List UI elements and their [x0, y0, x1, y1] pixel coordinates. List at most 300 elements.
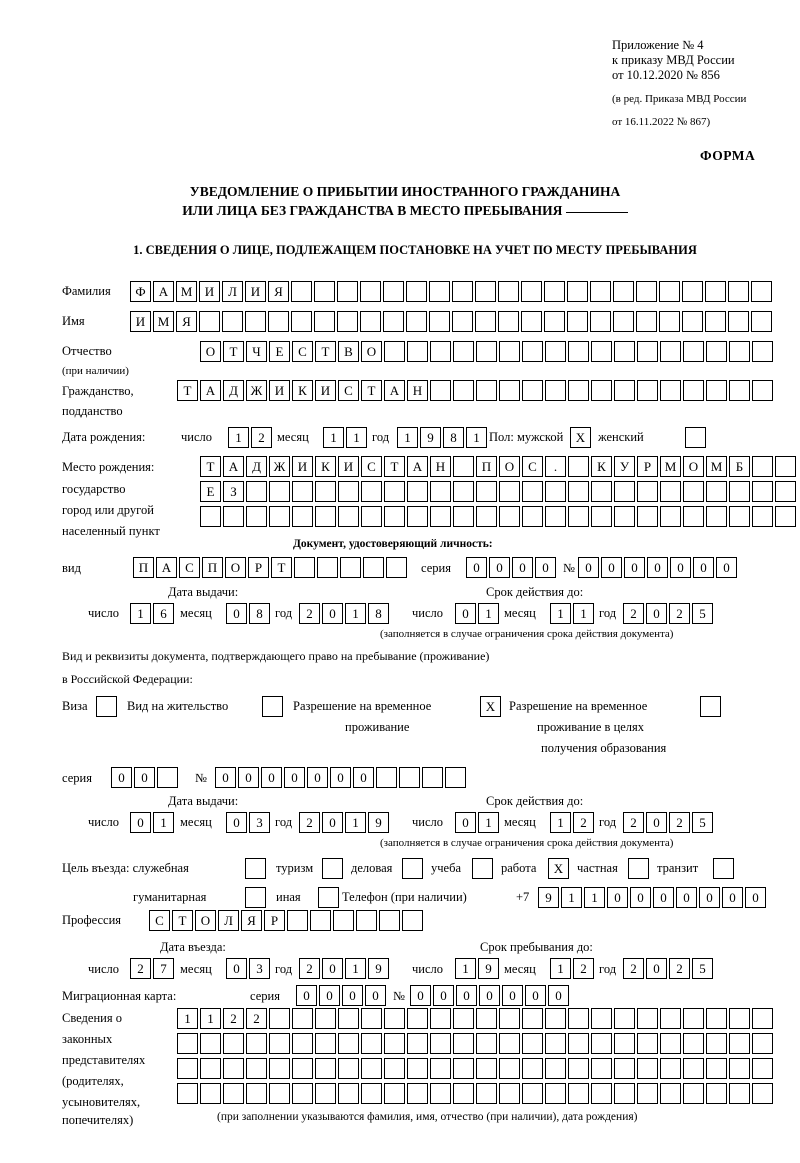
- patronymic-cells[interactable]: [200, 341, 775, 362]
- form-cell[interactable]: 9: [368, 812, 389, 833]
- form-cell[interactable]: 0: [130, 812, 151, 833]
- form-cell[interactable]: [499, 341, 520, 362]
- form-cell[interactable]: 0: [646, 603, 667, 624]
- form-cell[interactable]: 0: [307, 767, 328, 788]
- form-cell[interactable]: [522, 1083, 543, 1104]
- stay-series-cells[interactable]: [111, 767, 180, 788]
- form-cell[interactable]: [384, 341, 405, 362]
- form-cell[interactable]: Д: [246, 456, 267, 477]
- form-cell[interactable]: [752, 506, 773, 527]
- form-cell[interactable]: [356, 910, 377, 931]
- form-cell[interactable]: 1: [478, 812, 499, 833]
- form-cell[interactable]: О: [195, 910, 216, 931]
- form-cell[interactable]: [591, 1033, 612, 1054]
- form-cell[interactable]: Н: [430, 456, 451, 477]
- form-cell[interactable]: [544, 281, 565, 302]
- form-cell[interactable]: [751, 281, 772, 302]
- form-cell[interactable]: [407, 1058, 428, 1079]
- form-cell[interactable]: 2: [299, 603, 320, 624]
- doc-type-cells[interactable]: [133, 557, 409, 578]
- surname-cells[interactable]: [130, 281, 774, 302]
- form-cell[interactable]: [363, 557, 384, 578]
- form-cell[interactable]: 0: [548, 985, 569, 1006]
- form-cell[interactable]: [637, 1033, 658, 1054]
- form-cell[interactable]: Т: [223, 341, 244, 362]
- form-cell[interactable]: [637, 1083, 658, 1104]
- form-cell[interactable]: [522, 1008, 543, 1029]
- form-cell[interactable]: [292, 1083, 313, 1104]
- form-cell[interactable]: [591, 481, 612, 502]
- stay-issue-day-cells[interactable]: [130, 812, 176, 833]
- form-cell[interactable]: [683, 1058, 704, 1079]
- form-cell[interactable]: [614, 1083, 635, 1104]
- form-cell[interactable]: 0: [342, 985, 363, 1006]
- form-cell[interactable]: [775, 456, 796, 477]
- form-cell[interactable]: [430, 1083, 451, 1104]
- form-cell[interactable]: [407, 1033, 428, 1054]
- form-cell[interactable]: 0: [226, 603, 247, 624]
- form-cell[interactable]: [752, 1058, 773, 1079]
- form-cell[interactable]: [752, 1083, 773, 1104]
- form-cell[interactable]: 2: [623, 603, 644, 624]
- form-cell[interactable]: [269, 1083, 290, 1104]
- birth-day-cells[interactable]: [228, 427, 274, 448]
- form-cell[interactable]: [660, 1083, 681, 1104]
- form-cell[interactable]: Р: [637, 456, 658, 477]
- form-cell[interactable]: С: [338, 380, 359, 401]
- form-cell[interactable]: [729, 506, 750, 527]
- form-cell[interactable]: [729, 1008, 750, 1029]
- form-cell[interactable]: [706, 1058, 727, 1079]
- form-cell[interactable]: [452, 281, 473, 302]
- form-cell[interactable]: Ф: [130, 281, 151, 302]
- form-cell[interactable]: 2: [130, 958, 151, 979]
- form-cell[interactable]: Л: [218, 910, 239, 931]
- form-cell[interactable]: [383, 281, 404, 302]
- form-cell[interactable]: Ч: [246, 341, 267, 362]
- form-cell[interactable]: Т: [315, 341, 336, 362]
- form-cell[interactable]: [660, 380, 681, 401]
- form-cell[interactable]: 2: [623, 958, 644, 979]
- form-cell[interactable]: 5: [692, 958, 713, 979]
- form-cell[interactable]: [430, 1058, 451, 1079]
- form-cell[interactable]: [660, 481, 681, 502]
- form-cell[interactable]: [683, 341, 704, 362]
- form-cell[interactable]: С: [361, 456, 382, 477]
- form-cell[interactable]: [660, 1008, 681, 1029]
- form-cell[interactable]: 0: [111, 767, 132, 788]
- form-cell[interactable]: П: [133, 557, 154, 578]
- form-cell[interactable]: [223, 1033, 244, 1054]
- form-cell[interactable]: 1: [478, 603, 499, 624]
- form-cell[interactable]: [422, 767, 443, 788]
- form-cell[interactable]: [545, 341, 566, 362]
- form-cell[interactable]: Ж: [246, 380, 267, 401]
- form-cell[interactable]: О: [361, 341, 382, 362]
- form-cell[interactable]: [522, 506, 543, 527]
- form-cell[interactable]: [591, 1058, 612, 1079]
- form-cell[interactable]: [568, 1033, 589, 1054]
- form-cell[interactable]: [430, 1008, 451, 1029]
- form-cell[interactable]: [682, 311, 703, 332]
- form-cell[interactable]: 0: [512, 557, 533, 578]
- form-cell[interactable]: [568, 380, 589, 401]
- birthplace-settlement-cells[interactable]: [200, 506, 798, 527]
- form-cell[interactable]: [430, 341, 451, 362]
- form-cell[interactable]: 9: [368, 958, 389, 979]
- form-cell[interactable]: [269, 1008, 290, 1029]
- form-cell[interactable]: 0: [670, 557, 691, 578]
- form-cell[interactable]: [222, 311, 243, 332]
- doc-valid-month-cells[interactable]: [550, 603, 596, 624]
- form-cell[interactable]: [430, 380, 451, 401]
- form-cell[interactable]: [752, 380, 773, 401]
- form-cell[interactable]: 0: [322, 958, 343, 979]
- form-cell[interactable]: [223, 506, 244, 527]
- form-cell[interactable]: [499, 1083, 520, 1104]
- form-cell[interactable]: 0: [365, 985, 386, 1006]
- purpose-tourism-checkbox[interactable]: [322, 858, 343, 879]
- form-cell[interactable]: [429, 281, 450, 302]
- form-cell[interactable]: 0: [676, 887, 697, 908]
- form-cell[interactable]: [476, 1083, 497, 1104]
- form-cell[interactable]: [752, 1033, 773, 1054]
- form-cell[interactable]: [659, 281, 680, 302]
- form-cell[interactable]: 1: [323, 427, 344, 448]
- form-cell[interactable]: А: [153, 281, 174, 302]
- form-cell[interactable]: А: [384, 380, 405, 401]
- form-cell[interactable]: [545, 1033, 566, 1054]
- form-cell[interactable]: [683, 506, 704, 527]
- form-cell[interactable]: [729, 380, 750, 401]
- form-cell[interactable]: 1: [153, 812, 174, 833]
- form-cell[interactable]: 1: [561, 887, 582, 908]
- form-cell[interactable]: [384, 1008, 405, 1029]
- form-cell[interactable]: 0: [646, 958, 667, 979]
- form-cell[interactable]: [337, 311, 358, 332]
- form-cell[interactable]: 1: [345, 603, 366, 624]
- form-cell[interactable]: [752, 1008, 773, 1029]
- form-cell[interactable]: [453, 1008, 474, 1029]
- form-cell[interactable]: 2: [246, 1008, 267, 1029]
- form-cell[interactable]: [614, 380, 635, 401]
- form-cell[interactable]: 0: [456, 985, 477, 1006]
- form-cell[interactable]: [614, 506, 635, 527]
- form-cell[interactable]: 8: [249, 603, 270, 624]
- form-cell[interactable]: [177, 1058, 198, 1079]
- temp-residence-checkbox[interactable]: Х: [480, 696, 501, 717]
- form-cell[interactable]: [453, 380, 474, 401]
- form-cell[interactable]: [476, 481, 497, 502]
- purpose-business-checkbox[interactable]: [402, 858, 423, 879]
- legal-rep-row-3-cells[interactable]: [177, 1058, 775, 1079]
- form-cell[interactable]: 2: [573, 812, 594, 833]
- form-cell[interactable]: [751, 311, 772, 332]
- form-cell[interactable]: 0: [653, 887, 674, 908]
- form-cell[interactable]: [246, 1033, 267, 1054]
- form-cell[interactable]: [430, 481, 451, 502]
- form-cell[interactable]: [361, 1083, 382, 1104]
- form-cell[interactable]: [567, 311, 588, 332]
- form-cell[interactable]: [660, 506, 681, 527]
- form-cell[interactable]: [568, 506, 589, 527]
- form-cell[interactable]: Ж: [269, 456, 290, 477]
- migration-number-cells[interactable]: [410, 985, 571, 1006]
- form-cell[interactable]: Я: [176, 311, 197, 332]
- form-cell[interactable]: [591, 380, 612, 401]
- form-cell[interactable]: 1: [550, 603, 571, 624]
- form-cell[interactable]: .: [545, 456, 566, 477]
- form-cell[interactable]: А: [407, 456, 428, 477]
- form-cell[interactable]: [292, 506, 313, 527]
- form-cell[interactable]: [522, 481, 543, 502]
- form-cell[interactable]: [499, 1008, 520, 1029]
- form-cell[interactable]: [567, 281, 588, 302]
- form-cell[interactable]: Т: [271, 557, 292, 578]
- form-cell[interactable]: [453, 456, 474, 477]
- form-cell[interactable]: 1: [130, 603, 151, 624]
- form-cell[interactable]: Р: [248, 557, 269, 578]
- form-cell[interactable]: [476, 1058, 497, 1079]
- form-cell[interactable]: [360, 281, 381, 302]
- form-cell[interactable]: [429, 311, 450, 332]
- form-cell[interactable]: [294, 557, 315, 578]
- form-cell[interactable]: [268, 311, 289, 332]
- purpose-study-checkbox[interactable]: [472, 858, 493, 879]
- form-cell[interactable]: [522, 1033, 543, 1054]
- form-cell[interactable]: [728, 281, 749, 302]
- form-cell[interactable]: [340, 557, 361, 578]
- form-cell[interactable]: 0: [322, 812, 343, 833]
- form-cell[interactable]: 0: [578, 557, 599, 578]
- form-cell[interactable]: И: [315, 380, 336, 401]
- form-cell[interactable]: 1: [200, 1008, 221, 1029]
- form-cell[interactable]: [430, 506, 451, 527]
- form-cell[interactable]: [476, 506, 497, 527]
- form-cell[interactable]: [752, 481, 773, 502]
- form-cell[interactable]: 8: [443, 427, 464, 448]
- form-cell[interactable]: [613, 281, 634, 302]
- form-cell[interactable]: [430, 1033, 451, 1054]
- form-cell[interactable]: [590, 281, 611, 302]
- form-cell[interactable]: [246, 1083, 267, 1104]
- form-cell[interactable]: [706, 1083, 727, 1104]
- form-cell[interactable]: [591, 1008, 612, 1029]
- form-cell[interactable]: [728, 311, 749, 332]
- form-cell[interactable]: [568, 456, 589, 477]
- form-cell[interactable]: Р: [264, 910, 285, 931]
- form-cell[interactable]: 0: [607, 887, 628, 908]
- form-cell[interactable]: [637, 481, 658, 502]
- form-cell[interactable]: П: [202, 557, 223, 578]
- form-cell[interactable]: [361, 1008, 382, 1029]
- form-cell[interactable]: [333, 910, 354, 931]
- form-cell[interactable]: Е: [200, 481, 221, 502]
- stay-valid-day-cells[interactable]: [455, 812, 501, 833]
- form-cell[interactable]: [476, 1033, 497, 1054]
- form-cell[interactable]: [453, 1033, 474, 1054]
- form-cell[interactable]: 2: [251, 427, 272, 448]
- form-cell[interactable]: 2: [623, 812, 644, 833]
- stay-number-cells[interactable]: [215, 767, 468, 788]
- form-cell[interactable]: О: [200, 341, 221, 362]
- form-cell[interactable]: [568, 1058, 589, 1079]
- form-cell[interactable]: [361, 481, 382, 502]
- form-cell[interactable]: [545, 481, 566, 502]
- form-cell[interactable]: З: [223, 481, 244, 502]
- form-cell[interactable]: 5: [692, 812, 713, 833]
- form-cell[interactable]: [614, 1058, 635, 1079]
- form-cell[interactable]: 0: [226, 958, 247, 979]
- form-cell[interactable]: 0: [502, 985, 523, 1006]
- migration-series-cells[interactable]: [296, 985, 388, 1006]
- form-cell[interactable]: [246, 1058, 267, 1079]
- birthplace-city-cells[interactable]: [200, 481, 798, 502]
- form-cell[interactable]: 0: [489, 557, 510, 578]
- form-cell[interactable]: [292, 1058, 313, 1079]
- form-cell[interactable]: 0: [716, 557, 737, 578]
- doc-valid-day-cells[interactable]: [455, 603, 501, 624]
- form-cell[interactable]: 2: [299, 812, 320, 833]
- form-cell[interactable]: С: [149, 910, 170, 931]
- form-cell[interactable]: [453, 481, 474, 502]
- form-cell[interactable]: [522, 341, 543, 362]
- form-cell[interactable]: [200, 1033, 221, 1054]
- form-cell[interactable]: [384, 481, 405, 502]
- form-cell[interactable]: 0: [455, 603, 476, 624]
- form-cell[interactable]: 0: [630, 887, 651, 908]
- form-cell[interactable]: 0: [646, 812, 667, 833]
- form-cell[interactable]: [591, 341, 612, 362]
- form-cell[interactable]: [545, 380, 566, 401]
- form-cell[interactable]: К: [591, 456, 612, 477]
- form-cell[interactable]: [269, 1058, 290, 1079]
- form-cell[interactable]: [200, 1083, 221, 1104]
- form-cell[interactable]: [287, 910, 308, 931]
- doc-issue-day-cells[interactable]: [130, 603, 176, 624]
- form-cell[interactable]: [660, 341, 681, 362]
- form-cell[interactable]: [384, 506, 405, 527]
- form-cell[interactable]: [775, 506, 796, 527]
- form-cell[interactable]: М: [660, 456, 681, 477]
- form-cell[interactable]: [292, 1008, 313, 1029]
- form-cell[interactable]: 2: [299, 958, 320, 979]
- doc-issue-year-cells[interactable]: [299, 603, 391, 624]
- form-cell[interactable]: [637, 506, 658, 527]
- form-cell[interactable]: [314, 281, 335, 302]
- form-cell[interactable]: 2: [669, 958, 690, 979]
- form-cell[interactable]: 0: [693, 557, 714, 578]
- form-cell[interactable]: [705, 311, 726, 332]
- form-cell[interactable]: [499, 380, 520, 401]
- form-cell[interactable]: 7: [153, 958, 174, 979]
- form-cell[interactable]: 3: [249, 958, 270, 979]
- form-cell[interactable]: 1: [455, 958, 476, 979]
- form-cell[interactable]: [545, 1008, 566, 1029]
- form-cell[interactable]: Д: [223, 380, 244, 401]
- form-cell[interactable]: [775, 481, 796, 502]
- form-cell[interactable]: [637, 1058, 658, 1079]
- form-cell[interactable]: 0: [647, 557, 668, 578]
- form-cell[interactable]: [406, 311, 427, 332]
- form-cell[interactable]: И: [292, 456, 313, 477]
- form-cell[interactable]: Т: [177, 380, 198, 401]
- form-cell[interactable]: [476, 1008, 497, 1029]
- form-cell[interactable]: [591, 1083, 612, 1104]
- form-cell[interactable]: Я: [241, 910, 262, 931]
- form-cell[interactable]: С: [179, 557, 200, 578]
- form-cell[interactable]: [591, 506, 612, 527]
- form-cell[interactable]: И: [338, 456, 359, 477]
- form-cell[interactable]: [498, 281, 519, 302]
- form-cell[interactable]: [453, 506, 474, 527]
- form-cell[interactable]: [360, 311, 381, 332]
- form-cell[interactable]: Н: [407, 380, 428, 401]
- form-cell[interactable]: 0: [455, 812, 476, 833]
- form-cell[interactable]: И: [130, 311, 151, 332]
- form-cell[interactable]: [157, 767, 178, 788]
- form-cell[interactable]: [200, 506, 221, 527]
- form-cell[interactable]: 0: [624, 557, 645, 578]
- form-cell[interactable]: 0: [722, 887, 743, 908]
- form-cell[interactable]: Т: [361, 380, 382, 401]
- doc-number-cells[interactable]: [578, 557, 739, 578]
- legal-rep-row-1-cells[interactable]: [177, 1008, 775, 1029]
- form-cell[interactable]: 1: [228, 427, 249, 448]
- form-cell[interactable]: П: [476, 456, 497, 477]
- form-cell[interactable]: [522, 380, 543, 401]
- form-cell[interactable]: 0: [525, 985, 546, 1006]
- form-cell[interactable]: [498, 311, 519, 332]
- form-cell[interactable]: [379, 910, 400, 931]
- legal-rep-row-4-cells[interactable]: [177, 1083, 775, 1104]
- form-cell[interactable]: [706, 1033, 727, 1054]
- stay-until-month-cells[interactable]: [550, 958, 596, 979]
- form-cell[interactable]: С: [292, 341, 313, 362]
- form-cell[interactable]: [315, 506, 336, 527]
- form-cell[interactable]: 0: [134, 767, 155, 788]
- form-cell[interactable]: [614, 1008, 635, 1029]
- form-cell[interactable]: 2: [223, 1008, 244, 1029]
- profession-cells[interactable]: [149, 910, 425, 931]
- form-cell[interactable]: В: [338, 341, 359, 362]
- form-cell[interactable]: 1: [345, 812, 366, 833]
- form-cell[interactable]: [705, 281, 726, 302]
- form-cell[interactable]: [223, 1058, 244, 1079]
- form-cell[interactable]: 2: [573, 958, 594, 979]
- form-cell[interactable]: 1: [550, 958, 571, 979]
- form-cell[interactable]: О: [683, 456, 704, 477]
- form-cell[interactable]: 0: [284, 767, 305, 788]
- form-cell[interactable]: 0: [601, 557, 622, 578]
- form-cell[interactable]: [338, 481, 359, 502]
- form-cell[interactable]: [315, 481, 336, 502]
- form-cell[interactable]: 0: [479, 985, 500, 1006]
- purpose-transit-checkbox[interactable]: [713, 858, 734, 879]
- form-cell[interactable]: [499, 1058, 520, 1079]
- form-cell[interactable]: 0: [330, 767, 351, 788]
- form-cell[interactable]: [384, 1083, 405, 1104]
- form-cell[interactable]: 9: [420, 427, 441, 448]
- form-cell[interactable]: [521, 311, 542, 332]
- form-cell[interactable]: [683, 1033, 704, 1054]
- form-cell[interactable]: М: [176, 281, 197, 302]
- form-cell[interactable]: [407, 1083, 428, 1104]
- form-cell[interactable]: 6: [153, 603, 174, 624]
- form-cell[interactable]: [177, 1033, 198, 1054]
- form-cell[interactable]: [568, 1083, 589, 1104]
- form-cell[interactable]: М: [706, 456, 727, 477]
